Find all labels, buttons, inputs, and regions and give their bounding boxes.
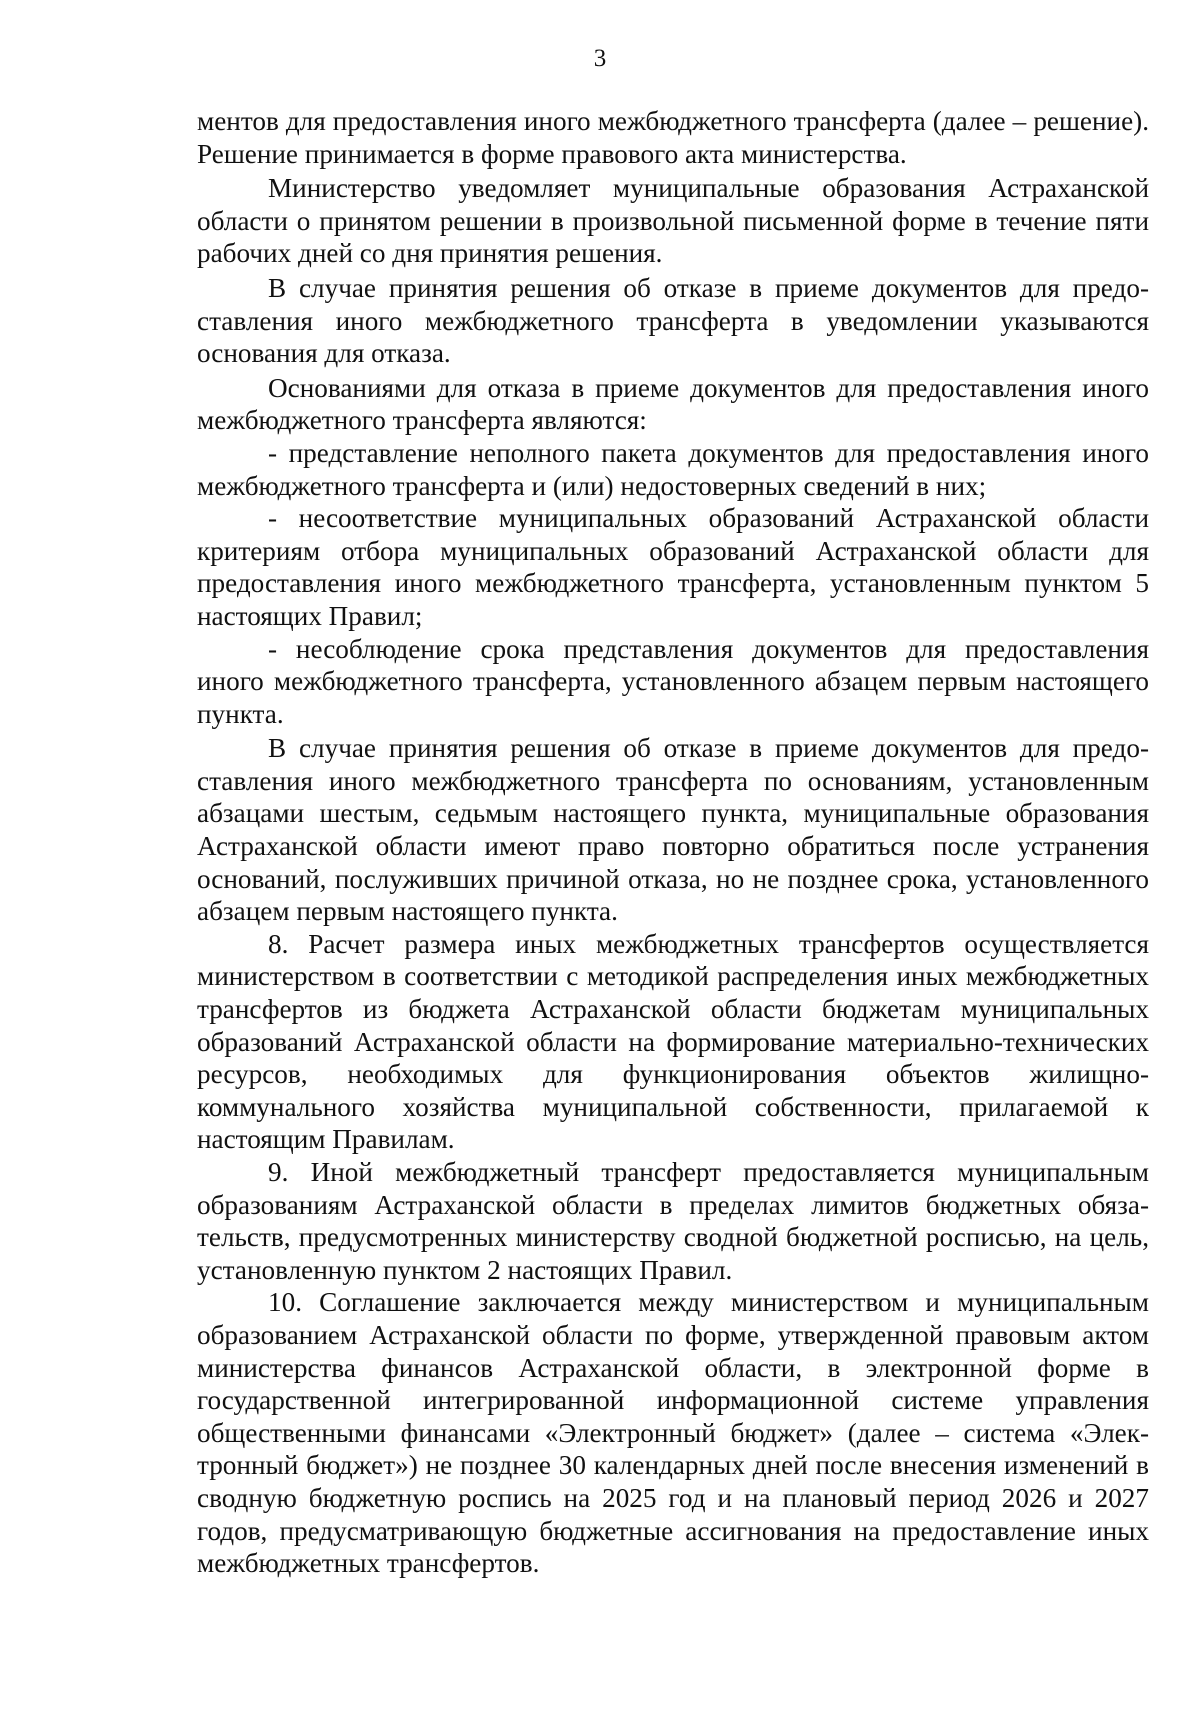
clause-9: 9. Иной межбюджетный трансферт предоставляется муниципальным образованиям Астраханской области в пределах лимитов бюджетных обязательств, предусмотренных министерству сводной бюджетной росписью, на цель, установленную пунктом 2 настоящих Правил. — [197, 1157, 1149, 1285]
paragraph-continuation: ментов для предоставления иного межбюджетного трансферта (далее – решение). Решение принимается в форме правового акта министерства. — [197, 106, 1149, 169]
page-number: 3 — [593, 45, 607, 72]
document-body — [197, 105, 1149, 1580]
clause-8: 8. Расчет размера иных межбюджетных трансфертов осуществляется министерством в соответствии с методикой распределения иных межбюджетных трансфертов из бюджета Астраханской области бюджетам муниципальных образований Астраханской области на формирование материально-технических ресурсов, необходимых для функционирования объектов жилищно-коммунального хозяйства муниципальной собственности, прилагаемой к настоящим Правилам. — [197, 928, 1149, 1155]
clause-10: 10. Соглашение заключается между министерством и муниципальным образованием Астраханской области по форме, утвержденной правовым актом министерства финансов Астраханской области, в электронной форме в государственной интегрированной информационной системе управления общественными финансами «Электронный бюджет» (далее – система «Электронный бюджет») не позднее 30 календарных дней после внесения изменений в сводную бюджетную роспись на 2025 год и на плановый период 2026 и 2027 годов, предусматривающую бюджетные ассигнования на предоставление иных межбюджетных трансфертов. — [197, 1287, 1149, 1579]
list-item: - представление неполного пакета документов для предоставления иного межбюджетного трансферта и (или) недостоверных сведений в них; — [197, 437, 1149, 501]
paragraph: Министерство уведомляет муниципальные образования Астраханской области о принятом решении в произвольной письменной форме в течение пяти рабочих дней со дня принятия решения. — [197, 173, 1149, 269]
paragraph: В случае принятия решения об отказе в приеме документов для предоставления иного межбюджетного трансферта в уведомлении указываются основания для отказа. — [197, 272, 1149, 369]
list-item: - несоблюдение срока представления документов для предоставления иного межбюджетного трансферта, установленного абзацем первым настоящего пункта. — [197, 633, 1149, 729]
paragraph: В случае принятия решения об отказе в приеме документов для предоставления иного межбюджетного трансферта по основаниям, установленным абзацами шестым, седьмым настоящего пункта, муниципальные образования Астраханской области имеют право повторно обратиться после устранения оснований, послуживших причиной отказа, но не позднее срока, установленного абзацем первым настоящего пункта. — [197, 733, 1149, 927]
list-item: - несоответствие муниципальных образований Астраханской области критериям отбора муниципальных образований Астраханской области для предоставления иного межбюджетного трансферта, установленным пунктом 5 настоящих Правил; — [197, 503, 1149, 631]
paragraph: Основаниями для отказа в приеме документов для предоставления иного межбюджетного трансферта являются: — [197, 372, 1149, 436]
